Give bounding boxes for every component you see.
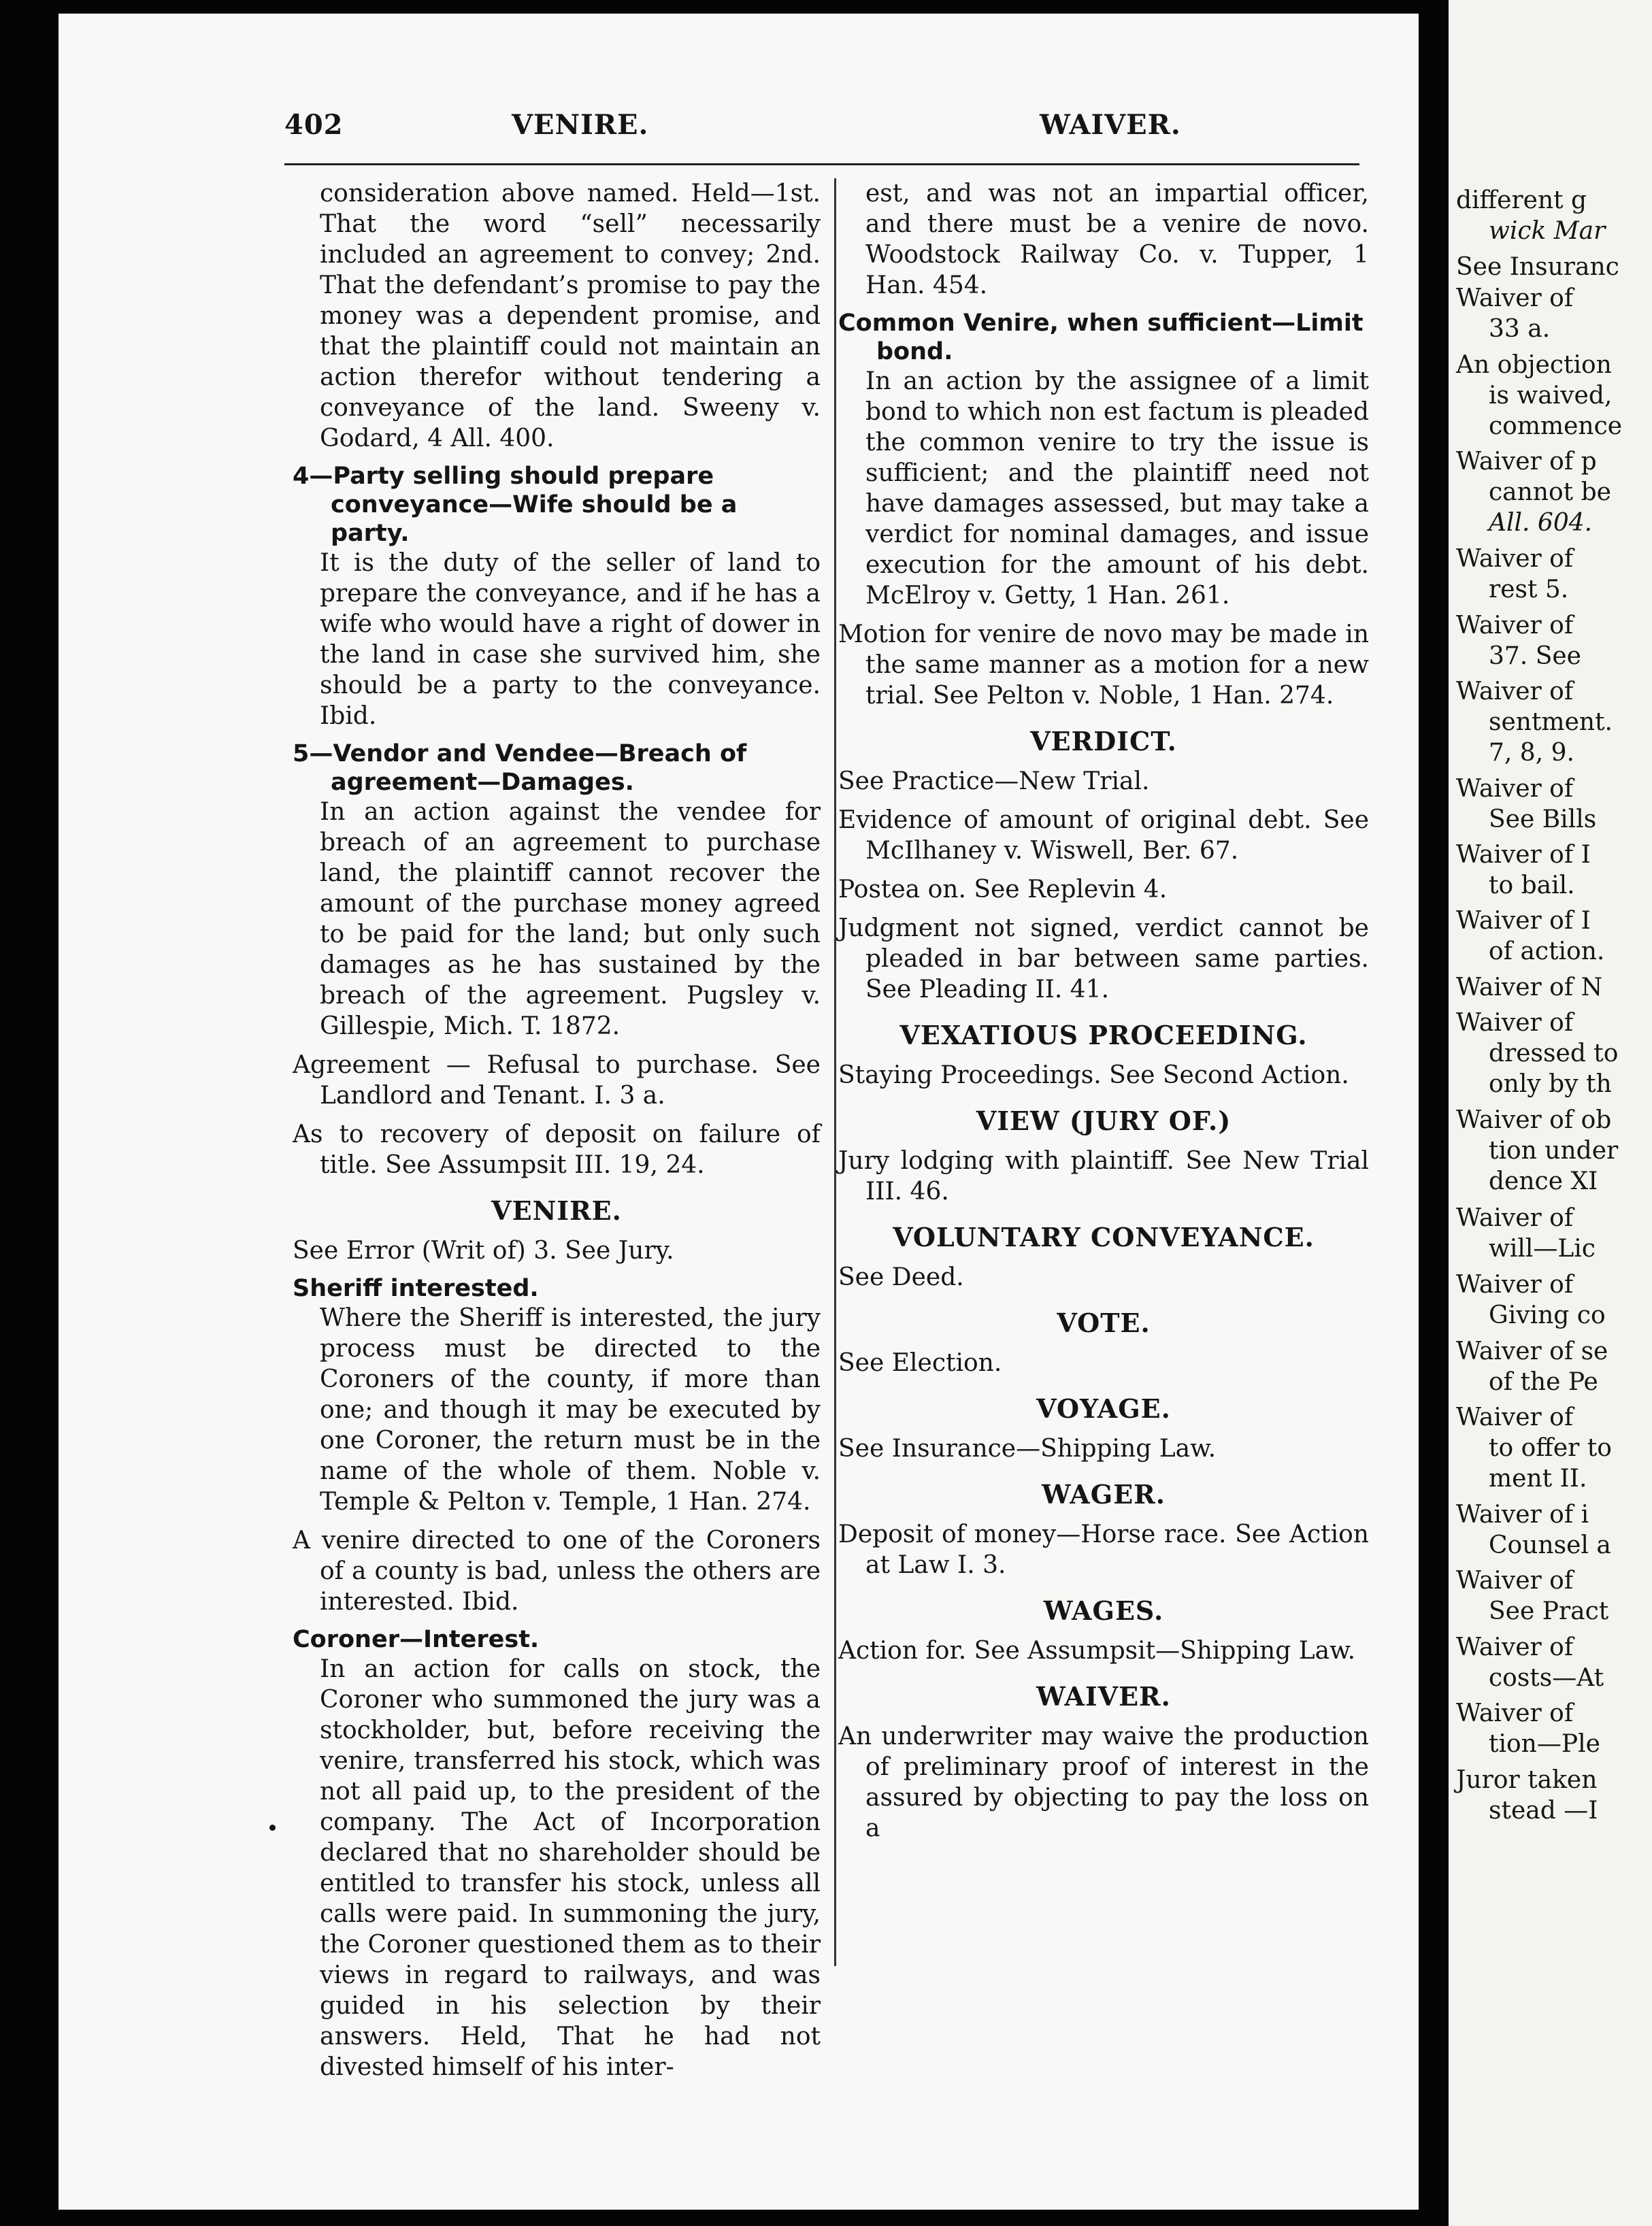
facing-page-line: rest 5.: [1489, 576, 1569, 603]
facing-page-line: Counsel a: [1489, 1531, 1611, 1559]
facing-page-line: sentment.: [1489, 708, 1613, 736]
facing-page-line: Waiver of: [1456, 1567, 1574, 1595]
title-heading: WAGER.: [1042, 1479, 1166, 1510]
page-number: 402: [284, 109, 344, 141]
title-heading: VOTE.: [1057, 1308, 1151, 1338]
section-heading: 5—Vendor and Vendee—Breach of agreement—Damages.: [293, 740, 747, 796]
facing-page-line: Waiver of: [1456, 775, 1574, 803]
entry-paragraph: An underwriter may waive the production of preliminary proof of interest in the assured by objecting to pay the loss on a: [838, 1723, 1369, 1842]
facing-page-line: Waiver of: [1456, 1271, 1574, 1299]
facing-page-line: to bail.: [1489, 871, 1575, 899]
section-heading: Coroner—Interest.: [293, 1626, 540, 1653]
header-rule: [284, 163, 1359, 165]
entry-paragraph: See Deed.: [838, 1263, 964, 1291]
facing-page-line: dence XI: [1489, 1167, 1598, 1195]
facing-page-line: stead —I: [1489, 1797, 1598, 1825]
facing-page-line: Waiver of: [1456, 678, 1574, 705]
entry-paragraph: In an action for calls on stock, the Coroner who summoned the jury was a stockholder, but, before receiving the venire, transferred his stock, which was not all paid up, to the president of the company. The Act of Incorporation declared that no shareholder should be entitled to transfer his stock, unless all calls were paid. In summoning the jury, the Coroner questioned them as to their views in regard to railways, and was guided in his selection by their answers. Held, That he had not divested himself of his inter-: [320, 1655, 821, 2081]
facing-page-line: tion—Ple: [1489, 1730, 1600, 1758]
facing-page-line: All. 604.: [1489, 509, 1593, 537]
entry-paragraph: Staying Proceedings. See Second Action.: [838, 1061, 1349, 1089]
facing-page-line: costs—At: [1489, 1664, 1604, 1692]
entry-paragraph: Postea on. See Replevin 4.: [838, 876, 1168, 903]
entry-paragraph: A venire directed to one of the Coroners of a county is bad, unless the others are interested. Ibid.: [293, 1527, 821, 1616]
scan-border-gutter: [1419, 0, 1449, 2226]
facing-page-line: different g: [1456, 186, 1587, 214]
section-heading: 4—Party selling should prepare conveyance—Wife should be a party.: [293, 463, 738, 547]
facing-page-line: tion under: [1489, 1137, 1619, 1165]
scan-border-bottom: [0, 2210, 1652, 2226]
entry-paragraph: It is the duty of the seller of land to prepare the conveyance, and if he has a wife who would have a right of dower in the land in case she survived him, she should be a party to the conveyance. Ibid.: [320, 549, 821, 730]
facing-page-line: is waived,: [1489, 382, 1613, 410]
facing-page-line: Waiver of: [1456, 1699, 1574, 1727]
title-heading: VERDICT.: [1030, 726, 1177, 757]
facing-page-line: commence: [1489, 412, 1623, 440]
facing-page-line: Waiver of: [1456, 1403, 1574, 1431]
title-heading: VOLUNTARY CONVEYANCE.: [893, 1222, 1315, 1252]
facing-page-line: cannot be: [1489, 478, 1611, 506]
facing-page-line: An objection: [1456, 351, 1612, 379]
title-heading: VENIRE.: [491, 1195, 622, 1226]
running-head-left: VENIRE.: [512, 109, 649, 141]
facing-page-line: Waiver of i: [1456, 1501, 1589, 1529]
scan-border-left: [0, 0, 59, 2226]
facing-page-line: Giving co: [1489, 1301, 1606, 1329]
entry-paragraph: Where the Sheriff is interested, the jury process must be directed to the Coroners of the county, if more than one; and though it may be executed by one Coroner, the return must be in the name of the whole of them. Noble v. Temple & Pelton v. Temple, 1 Han. 274.: [320, 1304, 821, 1516]
title-heading: VEXATIOUS PROCEEDING.: [899, 1020, 1308, 1050]
entry-paragraph: See Insurance—Shipping Law.: [838, 1435, 1217, 1463]
entry-paragraph: Agreement — Refusal to purchase. See Landlord and Tenant. I. 3 a.: [293, 1051, 821, 1110]
facing-page-line: Waiver of: [1456, 545, 1574, 573]
facing-page-line: Waiver of: [1456, 284, 1574, 312]
facing-page-line: ment II.: [1489, 1465, 1587, 1493]
title-heading: VIEW (JURY OF.): [976, 1106, 1232, 1136]
facing-page-line: Waiver of I: [1456, 907, 1591, 935]
entry-paragraph: See Election.: [838, 1349, 1002, 1377]
section-heading: Common Venire, when sufficient—Limit bond.: [838, 310, 1364, 365]
facing-page-line: of action.: [1489, 937, 1605, 965]
facing-page-line: Waiver of: [1456, 612, 1574, 639]
entry-paragraph: In an action against the vendee for breach of an agreement to purchase land, the plaintiff cannot recover the amount of the purchase money agreed to be paid for the land; but only such damages as he has sustained by the breach of the agreement. Pugsley v. Gillespie, Mich. T. 1872.: [320, 798, 821, 1040]
facing-page-line: Waiver of ob: [1456, 1106, 1612, 1134]
entry-paragraph: In an action by the assignee of a limit bond to which non est factum is pleaded the common venire to try the issue is sufficient; and the plaintiff need not have damages assessed, but may take a verdict for nominal damages, and issue execution for the amount of his debt. McElroy v. Getty, 1 Han. 261.: [865, 367, 1369, 610]
facing-page-line: will—Lic: [1489, 1235, 1596, 1263]
section-heading: Sheriff interested.: [293, 1275, 539, 1302]
left-column: [293, 178, 821, 2091]
title-heading: VOYAGE.: [1036, 1393, 1171, 1424]
title-heading: WAGES.: [1043, 1595, 1164, 1626]
entry-paragraph: est, and was not an impartial officer, and there must be a venire de novo. Woodstock Railway Co. v. Tupper, 1 Han. 454.: [865, 180, 1369, 299]
facing-page-line: See Insuranc: [1456, 253, 1619, 281]
right-column: [838, 178, 1369, 1852]
entry-paragraph: Evidence of amount of original debt. See McIlhaney v. Wiswell, Ber. 67.: [838, 806, 1369, 865]
facing-page-line: dressed to: [1489, 1040, 1619, 1067]
entry-paragraph: See Practice—New Trial.: [838, 767, 1150, 795]
entry-paragraph: Deposit of money—Horse race. See Action at Law I. 3.: [838, 1521, 1369, 1579]
facing-page-line: Waiver of: [1456, 1009, 1574, 1037]
entry-paragraph: Action for. See Assumpsit—Shipping Law.: [838, 1637, 1356, 1665]
running-head-right: WAIVER.: [1040, 109, 1181, 141]
facing-page-line: 7, 8, 9.: [1489, 739, 1574, 767]
facing-page-line: Waiver of: [1456, 1633, 1574, 1661]
facing-page-line: wick Mar: [1489, 217, 1606, 245]
facing-page-line: 33 a.: [1489, 315, 1551, 343]
entry-paragraph: consideration above named. Held—1st. That the word “sell” necessarily included an agreement to convey; 2nd. That the defendant’s promise to pay the money was a dependent promise, and that the plaintiff could not maintain an action therefor without tendering a conveyance of the land. Sweeny v. Godard, 4 All. 400.: [320, 180, 821, 452]
scan-border-top: [0, 0, 1652, 14]
facing-page-line: Waiver of se: [1456, 1338, 1608, 1365]
entry-paragraph: See Error (Writ of) 3. See Jury.: [293, 1237, 674, 1265]
entry-paragraph: Motion for venire de novo may be made in the same manner as a motion for a new trial. See Pelton v. Noble, 1 Han. 274.: [838, 620, 1369, 710]
column-divider: [834, 178, 836, 1966]
stray-ink-dot: [269, 1825, 276, 1831]
facing-page-line: Waiver of: [1456, 1204, 1574, 1232]
facing-page-line: only by th: [1489, 1070, 1612, 1098]
facing-page-line: Waiver of I: [1456, 841, 1591, 869]
entry-paragraph: Judgment not signed, verdict cannot be pleaded in bar between same parties. See Pleading II. 41.: [838, 914, 1369, 1003]
facing-page-line: Waiver of p: [1456, 448, 1597, 476]
facing-page-line: Waiver of N: [1456, 974, 1603, 1001]
facing-page-line: Juror taken: [1456, 1766, 1598, 1794]
facing-page-line: to offer to: [1489, 1434, 1612, 1462]
title-heading: WAIVER.: [1036, 1681, 1171, 1712]
facing-page-line: See Bills: [1489, 805, 1597, 833]
facing-page-line: of the Pe: [1489, 1368, 1598, 1396]
entry-paragraph: As to recovery of deposit on failure of title. See Assumpsit III. 19, 24.: [293, 1120, 821, 1179]
facing-page-line: 37. See: [1489, 642, 1581, 670]
entry-paragraph: Jury lodging with plaintiff. See New Trial III. 46.: [838, 1147, 1369, 1206]
facing-page-line: See Pract: [1489, 1597, 1609, 1625]
